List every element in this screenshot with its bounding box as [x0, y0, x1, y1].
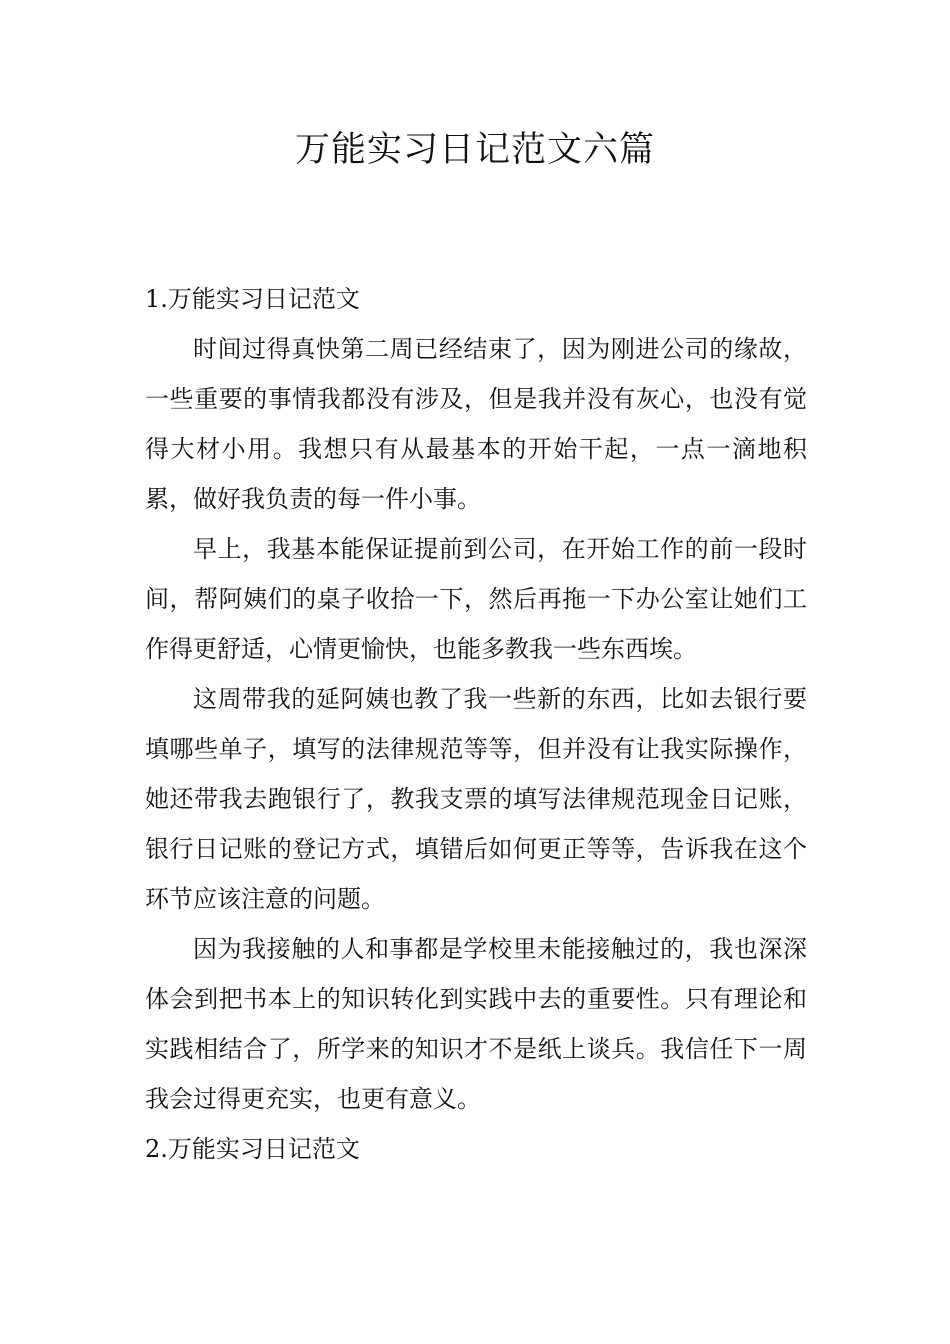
section-heading-2: 2.万能实习日记范文	[145, 1135, 360, 1163]
paragraph-3: 这周带我的延阿姨也教了我一些新的东西，比如去银行要填哪些单子，填写的法律规范等等，但并没有让我实际操作，她还带我去跑银行了，教我支票的填写法律规范现金日记账，银行日记账的登记方式，填错后如何更正等等，告诉我在这个环节应该注意的问题。	[145, 685, 807, 913]
paragraph-4: 因为我接触的人和事都是学校里未能接触过的，我也深深体会到把书本上的知识转化到实践中去的重要性。只有理论和实践相结合了，所学来的知识才不是纸上谈兵。我信任下一周我会过得更充实，也更有意义。	[145, 935, 807, 1113]
section-heading-1: 1.万能实习日记范文	[145, 285, 360, 313]
paragraph-2: 早上，我基本能保证提前到公司，在开始工作的前一段时间，帮阿姨们的桌子收拾一下，然后再拖一下办公室让她们工作得更舒适，心情更愉快，也能多教我一些东西埃。	[145, 535, 807, 663]
document-title: 万能实习日记范文六篇	[294, 130, 655, 170]
paragraph-1: 时间过得真快第二周已经结束了，因为刚进公司的缘故，一些重要的事情我都没有涉及，但是我并没有灰心，也没有觉得大材小用。我想只有从最基本的开始干起，一点一滴地积累，做好我负责的每一件小事。	[145, 335, 807, 513]
document-body	[145, 274, 807, 1174]
